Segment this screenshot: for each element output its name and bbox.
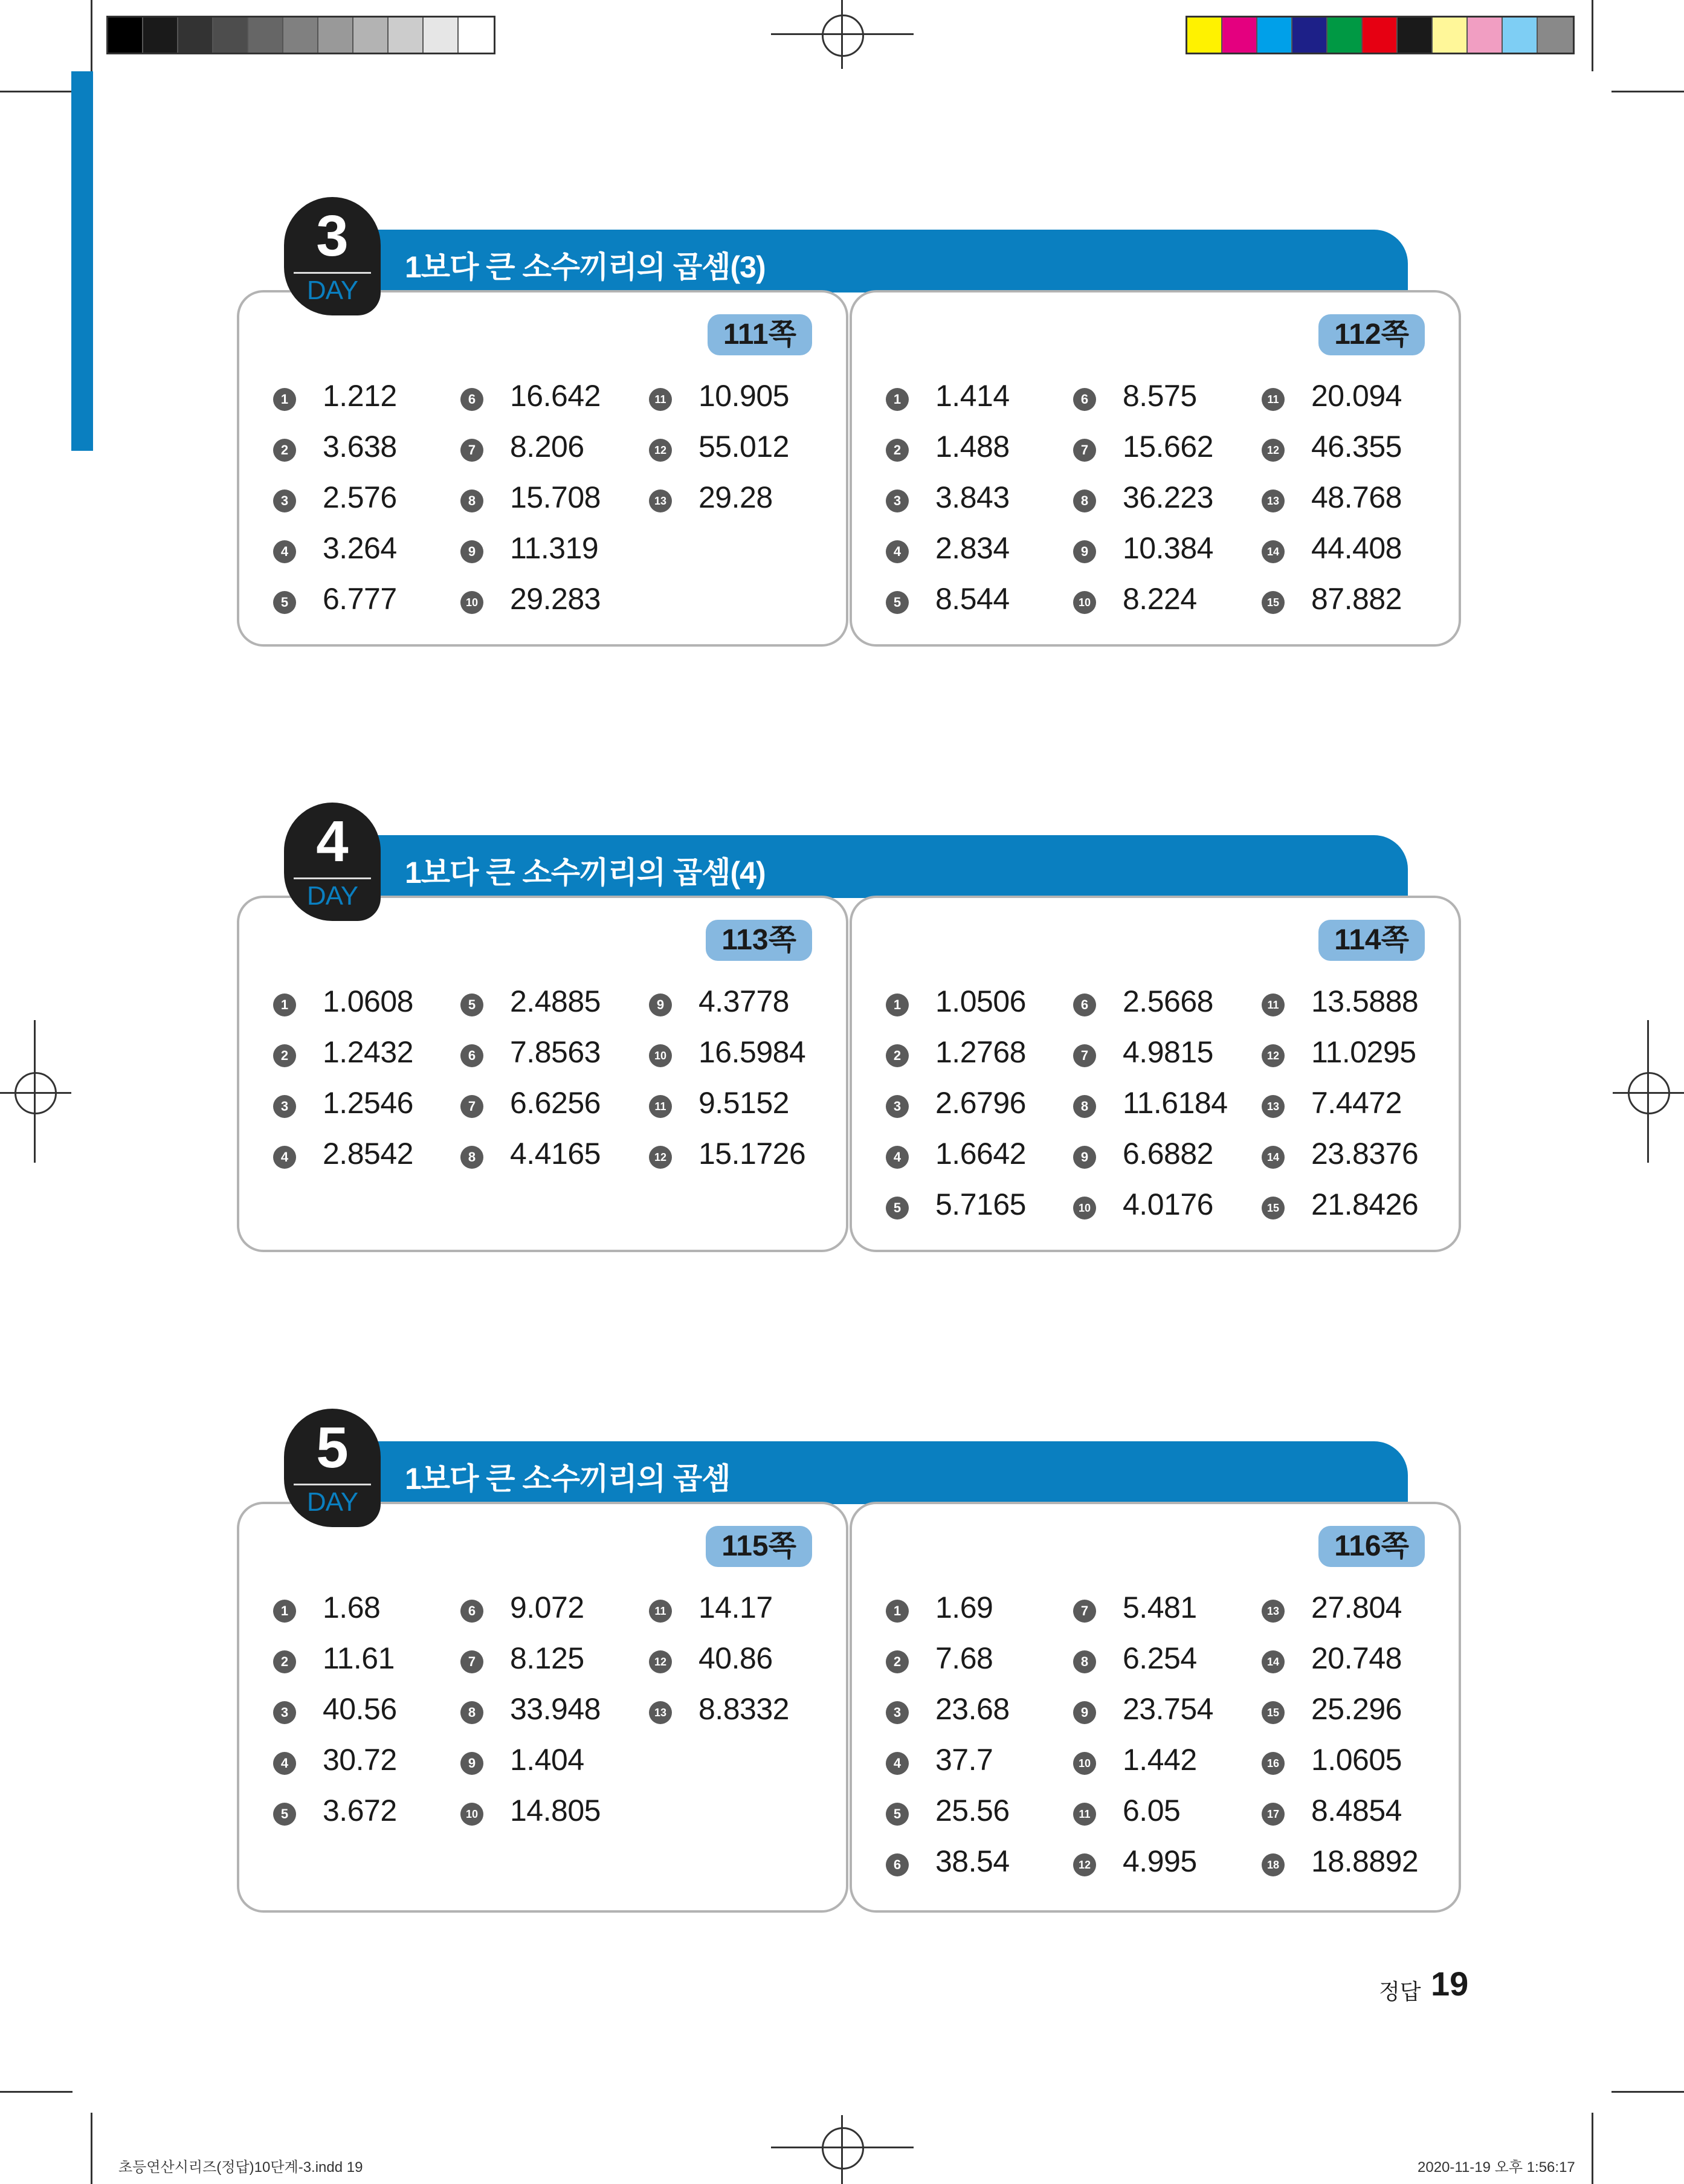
swatch: [353, 18, 389, 53]
swatch: [1468, 18, 1503, 53]
swatch: [1187, 18, 1222, 53]
problem-number: 8: [1073, 1095, 1096, 1118]
swatch: [1292, 18, 1328, 53]
answer-value: 4.9815: [1123, 1035, 1213, 1069]
day-number: 4: [316, 809, 349, 874]
answer-value: 25.296: [1311, 1692, 1402, 1726]
answer-value: 4.3778: [698, 984, 789, 1018]
answer-value: 18.8892: [1311, 1844, 1419, 1878]
answer-value: 87.882: [1311, 582, 1402, 616]
problem-number: 12: [1073, 1853, 1096, 1876]
problem-number: 7: [1073, 439, 1096, 462]
problem-number: 11: [649, 1600, 672, 1623]
page-reference-badge: 116쪽: [1318, 1526, 1425, 1567]
problem-number: 10: [1073, 1752, 1096, 1775]
crop-mark: [1592, 2113, 1593, 2184]
problem-number: 8: [460, 1701, 483, 1724]
problem-number: 13: [1262, 1095, 1285, 1118]
crop-mark: [1592, 0, 1593, 71]
problem-number: 4: [886, 540, 909, 563]
problem-number: 18: [1262, 1853, 1285, 1876]
answer-value: 1.488: [935, 430, 1010, 464]
problem-number: 11: [1073, 1803, 1096, 1826]
answer-value: 10.905: [698, 379, 789, 413]
crop-mark: [91, 0, 92, 71]
answer-value: 1.0605: [1311, 1743, 1402, 1777]
swatch: [1503, 18, 1538, 53]
answer-label: 정답: [1379, 1979, 1421, 2004]
answer-value: 1.0506: [935, 984, 1026, 1018]
page-reference-badge: 115쪽: [706, 1526, 812, 1567]
answer-value: 33.948: [510, 1692, 601, 1726]
page-reference-badge: 113쪽: [706, 920, 812, 961]
problem-number: 1: [273, 388, 296, 411]
problem-number: 1: [273, 993, 296, 1016]
answer-value: 27.804: [1311, 1591, 1402, 1624]
problem-number: 13: [649, 489, 672, 512]
answer-value: 29.283: [510, 582, 601, 616]
problem-number: 11: [1262, 388, 1285, 411]
answer-value: 8.206: [510, 430, 584, 464]
answer-value: 8.544: [935, 582, 1010, 616]
answer-value: 1.414: [935, 379, 1010, 413]
answer-value: 2.576: [323, 480, 397, 514]
problem-number: 3: [273, 1095, 296, 1118]
problem-number: 14: [1262, 1146, 1285, 1169]
answer-value: 4.0176: [1123, 1187, 1213, 1221]
answer-value: 1.0608: [323, 984, 413, 1018]
problem-number: 11: [649, 1095, 672, 1118]
problem-number: 3: [886, 1095, 909, 1118]
badge-divider: [294, 877, 371, 879]
answer-value: 2.6796: [935, 1086, 1026, 1120]
answer-value: 1.442: [1123, 1743, 1197, 1777]
answer-value: 9.5152: [698, 1086, 789, 1120]
answer-value: 14.17: [698, 1591, 773, 1624]
answer-value: 8.4854: [1311, 1794, 1402, 1827]
problem-number: 8: [460, 489, 483, 512]
crop-mark: [0, 91, 73, 92]
answer-value: 3.843: [935, 480, 1010, 514]
problem-number: 7: [460, 1095, 483, 1118]
answer-value: 8.575: [1123, 379, 1197, 413]
problem-number: 6: [886, 1853, 909, 1876]
problem-number: 5: [886, 1803, 909, 1826]
answer-value: 20.094: [1311, 379, 1402, 413]
gray-color-bar: [106, 16, 495, 54]
answer-value: 3.638: [323, 430, 397, 464]
answer-value: 40.86: [698, 1641, 773, 1675]
answer-value: 21.8426: [1311, 1187, 1419, 1221]
problem-number: 12: [649, 1146, 672, 1169]
problem-number: 3: [273, 489, 296, 512]
problem-number: 1: [886, 388, 909, 411]
crop-mark: [1611, 2091, 1684, 2093]
answer-value: 46.355: [1311, 430, 1402, 464]
day-label: DAY: [306, 276, 358, 305]
answer-value: 2.4885: [510, 984, 601, 1018]
badge-divider: [294, 1484, 371, 1485]
slug-timestamp: 2020-11-19 오후 1:56:17: [1418, 2159, 1575, 2176]
problem-number: 4: [273, 1752, 296, 1775]
answer-value: 1.404: [510, 1743, 584, 1777]
page-reference-badge: 114쪽: [1318, 920, 1425, 961]
problem-number: 2: [886, 439, 909, 462]
answer-value: 15.662: [1123, 430, 1213, 464]
answer-value: 8.8332: [698, 1692, 789, 1726]
problem-number: 6: [460, 1600, 483, 1623]
swatch: [1328, 18, 1363, 53]
problem-number: 6: [460, 1044, 483, 1067]
problem-number: 3: [886, 1701, 909, 1724]
answer-value: 1.2768: [935, 1035, 1026, 1069]
answer-value: 6.6256: [510, 1086, 601, 1120]
answer-value: 6.777: [323, 582, 397, 616]
swatch: [213, 18, 248, 53]
answer-value: 16.642: [510, 379, 601, 413]
answer-panel-right: [850, 290, 1461, 647]
problem-number: 4: [273, 540, 296, 563]
answer-value: 9.072: [510, 1591, 584, 1624]
problem-number: 13: [1262, 489, 1285, 512]
answer-value: 20.748: [1311, 1641, 1402, 1675]
answer-value: 1.2432: [323, 1035, 413, 1069]
answer-value: 6.05: [1123, 1794, 1181, 1827]
problem-number: 16: [1262, 1752, 1285, 1775]
problem-number: 9: [460, 1752, 483, 1775]
problem-number: 14: [1262, 540, 1285, 563]
answer-panel-left: [237, 290, 848, 647]
problem-number: 4: [886, 1752, 909, 1775]
answer-value: 23.8376: [1311, 1137, 1419, 1171]
problem-number: 9: [1073, 1701, 1096, 1724]
answer-value: 11.319: [510, 531, 599, 565]
problem-number: 5: [273, 591, 296, 614]
answer-value: 23.68: [935, 1692, 1010, 1726]
swatch: [389, 18, 424, 53]
day-title: 1보다 큰 소수끼리의 곱셈(4): [405, 856, 766, 890]
day-badge: [284, 803, 381, 921]
problem-number: 15: [1262, 1701, 1285, 1724]
answer-value: 1.2546: [323, 1086, 413, 1120]
answer-value: 14.805: [510, 1794, 601, 1827]
problem-number: 15: [1262, 591, 1285, 614]
answer-value: 7.4472: [1311, 1086, 1402, 1120]
process-color-bar: [1186, 16, 1575, 54]
problem-number: 12: [649, 439, 672, 462]
answer-value: 7.8563: [510, 1035, 601, 1069]
answer-value: 37.7: [935, 1743, 993, 1777]
swatch: [459, 18, 494, 53]
answer-value: 23.754: [1123, 1692, 1213, 1726]
problem-number: 8: [1073, 1650, 1096, 1673]
answer-value: 10.384: [1123, 531, 1213, 565]
problem-number: 2: [273, 1044, 296, 1067]
registration-circle: [822, 2127, 864, 2169]
problem-number: 9: [649, 993, 672, 1016]
page-reference-badge: 112쪽: [1318, 314, 1425, 355]
problem-number: 1: [886, 993, 909, 1016]
answer-value: 44.408: [1311, 531, 1402, 565]
answer-panel-left: [237, 896, 848, 1252]
swatch: [1363, 18, 1398, 53]
answer-value: 38.54: [935, 1844, 1010, 1878]
answer-value: 1.212: [323, 379, 397, 413]
answer-value: 1.68: [323, 1591, 381, 1624]
answer-value: 55.012: [698, 430, 789, 464]
crop-mark: [0, 2091, 73, 2093]
problem-number: 10: [460, 591, 483, 614]
problem-number: 6: [1073, 993, 1096, 1016]
problem-number: 1: [886, 1600, 909, 1623]
answer-value: 11.61: [323, 1641, 395, 1675]
day-badge: [284, 1409, 381, 1527]
answer-value: 8.224: [1123, 582, 1197, 616]
day-section: [0, 204, 1684, 659]
answer-value: 6.254: [1123, 1641, 1197, 1675]
answer-value: 40.56: [323, 1692, 397, 1726]
swatch: [1433, 18, 1468, 53]
answer-panel-left: [237, 1502, 848, 1913]
day-badge: [284, 197, 381, 315]
answer-value: 3.264: [323, 531, 397, 565]
problem-number: 13: [1262, 1600, 1285, 1623]
day-title: 1보다 큰 소수끼리의 곱셈(3): [405, 250, 766, 284]
swatch: [1257, 18, 1292, 53]
problem-number: 6: [1073, 388, 1096, 411]
day-label: DAY: [306, 881, 358, 911]
day-section: [0, 1415, 1684, 1925]
problem-number: 1: [273, 1600, 296, 1623]
problem-number: 5: [886, 591, 909, 614]
problem-number: 14: [1262, 1650, 1285, 1673]
problem-number: 9: [1073, 1146, 1096, 1169]
answer-value: 2.834: [935, 531, 1010, 565]
answer-value: 4.995: [1123, 1844, 1197, 1878]
swatch: [1398, 18, 1433, 53]
answer-value: 16.5984: [698, 1035, 806, 1069]
answer-value: 13.5888: [1311, 984, 1419, 1018]
problem-number: 11: [1262, 993, 1285, 1016]
problem-number: 3: [886, 489, 909, 512]
problem-number: 12: [649, 1650, 672, 1673]
answer-value: 1.69: [935, 1591, 993, 1624]
problem-number: 4: [886, 1146, 909, 1169]
answer-value: 5.481: [1123, 1591, 1197, 1624]
answer-value: 6.6882: [1123, 1137, 1213, 1171]
answer-value: 1.6642: [935, 1137, 1026, 1171]
answer-value: 4.4165: [510, 1137, 601, 1171]
problem-number: 2: [273, 1650, 296, 1673]
problem-number: 15: [1262, 1197, 1285, 1220]
answer-value: 30.72: [323, 1743, 397, 1777]
problem-number: 7: [1073, 1600, 1096, 1623]
problem-number: 7: [460, 1650, 483, 1673]
problem-number: 11: [649, 388, 672, 411]
problem-number: 5: [273, 1803, 296, 1826]
problem-number: 6: [460, 388, 483, 411]
problem-number: 2: [273, 439, 296, 462]
problem-number: 13: [649, 1701, 672, 1724]
day-title: 1보다 큰 소수끼리의 곱셈: [405, 1462, 731, 1496]
problem-number: 12: [1262, 439, 1285, 462]
page-number: 19: [1431, 1965, 1469, 2003]
swatch: [248, 18, 283, 53]
problem-number: 17: [1262, 1803, 1285, 1826]
problem-number: 4: [273, 1146, 296, 1169]
registration-circle: [822, 15, 864, 57]
answer-value: 11.6184: [1123, 1086, 1228, 1120]
swatch: [178, 18, 213, 53]
swatch: [1222, 18, 1257, 53]
problem-number: 9: [1073, 540, 1096, 563]
answer-panel-right: [850, 1502, 1461, 1913]
problem-number: 10: [460, 1803, 483, 1826]
answer-value: 3.672: [323, 1794, 397, 1827]
swatch: [318, 18, 353, 53]
answer-panel-right: [850, 896, 1461, 1252]
problem-number: 9: [460, 540, 483, 563]
problem-number: 10: [1073, 1197, 1096, 1220]
problem-number: 8: [460, 1146, 483, 1169]
answer-value: 25.56: [935, 1794, 1010, 1827]
answer-value: 8.125: [510, 1641, 584, 1675]
problem-number: 5: [886, 1197, 909, 1220]
swatch: [424, 18, 459, 53]
slug-filename: 초등연산시리즈(정답)10단계-3.indd 19: [118, 2159, 363, 2176]
swatch: [108, 18, 143, 53]
answer-value: 15.1726: [698, 1137, 806, 1171]
crop-mark: [1611, 91, 1684, 92]
problem-number: 2: [886, 1650, 909, 1673]
problem-number: 12: [1262, 1044, 1285, 1067]
answer-value: 2.5668: [1123, 984, 1213, 1018]
swatch: [283, 18, 318, 53]
answer-value: 36.223: [1123, 480, 1213, 514]
answer-value: 5.7165: [935, 1187, 1026, 1221]
problem-number: 8: [1073, 489, 1096, 512]
problem-number: 3: [273, 1701, 296, 1724]
day-label: DAY: [306, 1487, 358, 1517]
answer-value: 2.8542: [323, 1137, 413, 1171]
answer-value: 15.708: [510, 480, 601, 514]
day-section: [0, 809, 1684, 1264]
day-number: 5: [316, 1415, 349, 1480]
answer-value: 7.68: [935, 1641, 993, 1675]
badge-divider: [294, 272, 371, 274]
answer-value: 48.768: [1311, 480, 1402, 514]
problem-number: 7: [460, 439, 483, 462]
answer-value: 29.28: [698, 480, 773, 514]
problem-number: 7: [1073, 1044, 1096, 1067]
problem-number: 10: [649, 1044, 672, 1067]
swatch: [1538, 18, 1573, 53]
answer-value: 11.0295: [1311, 1035, 1416, 1069]
day-number: 3: [316, 204, 349, 268]
problem-number: 2: [886, 1044, 909, 1067]
problem-number: 10: [1073, 591, 1096, 614]
crop-mark: [91, 2113, 92, 2184]
problem-number: 5: [460, 993, 483, 1016]
page-reference-badge: 111쪽: [708, 314, 812, 355]
swatch: [143, 18, 178, 53]
